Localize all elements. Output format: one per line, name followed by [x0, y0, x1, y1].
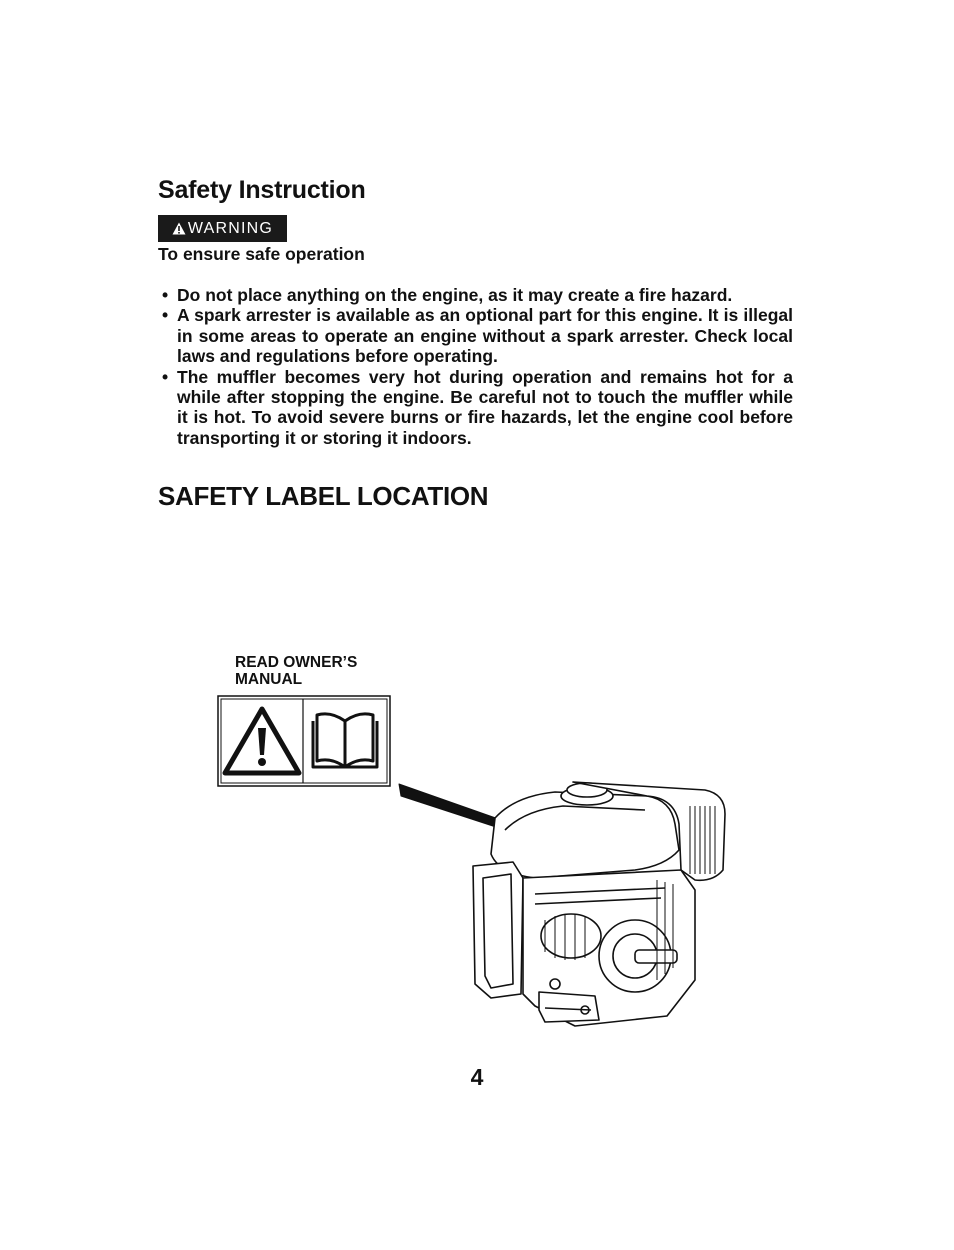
- safety-bullet-list: [162, 285, 793, 448]
- list-item: [162, 285, 793, 305]
- bullet-icon: •: [162, 305, 169, 326]
- list-item: [162, 305, 793, 366]
- section-heading: SAFETY LABEL LOCATION: [158, 481, 489, 511]
- engine-illustration: [395, 770, 735, 1040]
- label-caption: READ OWNER’S MANUAL: [235, 654, 358, 688]
- bullet-text: A spark arrester is available as an optional part for this engine. It is illegal in some areas to operate an engine without a spark arrester. Check local laws and regulations before operating.: [177, 305, 793, 367]
- warning-badge: [158, 215, 287, 242]
- page-title: Safety Instruction: [158, 176, 366, 204]
- list-item: [162, 367, 793, 449]
- bullet-text: Do not place anything on the engine, as it may create a fire hazard.: [177, 285, 733, 305]
- page-number: 4: [470, 1064, 484, 1090]
- subtitle: To ensure safe operation: [158, 244, 365, 264]
- warning-triangle-icon: [172, 222, 186, 235]
- bullet-icon: •: [162, 285, 169, 305]
- warning-text: WARNING: [187, 219, 274, 237]
- safety-label-illustration: [217, 695, 391, 787]
- bullet-icon: •: [162, 366, 169, 387]
- bullet-text: The muffler becomes very hot during operation and remains hot for a while after stopping the engine. Be careful not to touch the muffler while it is hot. To avoid severe burns or fire hazards, let the engine cool before transporting it or storing it indoors.: [177, 366, 793, 448]
